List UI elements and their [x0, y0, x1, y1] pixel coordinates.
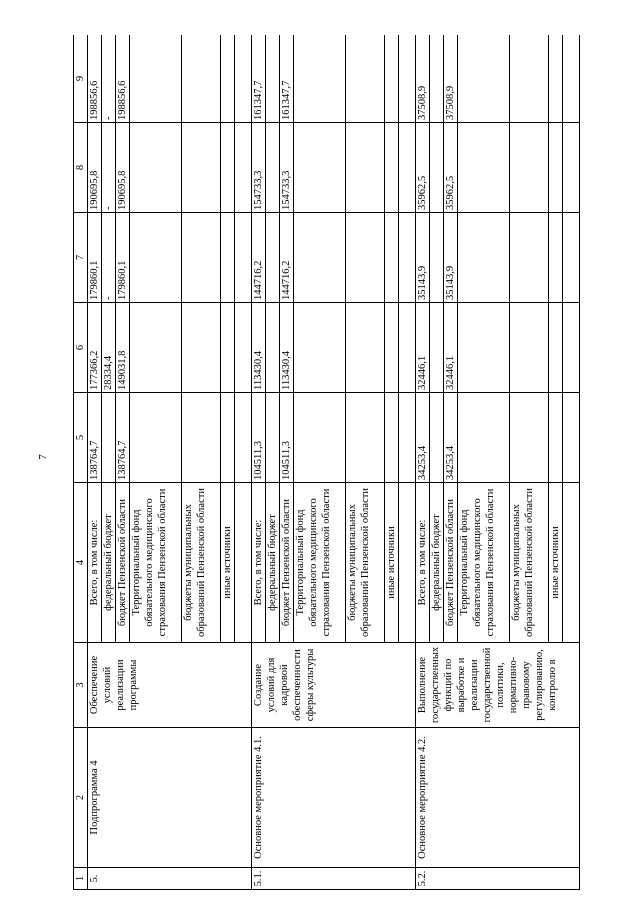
amount-cell: -: [102, 213, 116, 303]
funding-source-cell: иные источники: [221, 483, 235, 643]
amount-cell: 198856,6: [88, 35, 102, 123]
amount-cell: 149031,8: [116, 303, 130, 393]
amount-cell: [182, 303, 221, 393]
amount-cell: 32446,1: [416, 303, 430, 393]
funding-source-cell: бюджеты муниципальных образований Пензенской области: [346, 483, 385, 643]
funding-source-cell: Территориальный фонд обязательного медицинского страхования Пензенской области: [294, 483, 346, 643]
amount-cell: [549, 303, 563, 393]
table-row: [416, 35, 430, 890]
funding-source-cell: иные источники: [385, 483, 399, 643]
amount-cell: 190695,8: [88, 123, 102, 213]
header-cell: 1: [74, 868, 88, 890]
amount-cell: [130, 123, 182, 213]
amount-cell: [182, 35, 221, 123]
amount-cell: [549, 123, 563, 213]
amount-cell: [430, 303, 444, 393]
empty-cell: [235, 35, 252, 123]
amount-cell: [346, 393, 385, 483]
amount-cell: 179860,1: [116, 213, 130, 303]
empty-cell: [235, 483, 252, 643]
amount-cell: [182, 393, 221, 483]
amount-cell: [549, 393, 563, 483]
amount-cell: [510, 393, 549, 483]
amount-cell: [266, 393, 280, 483]
empty-cell: [563, 483, 580, 643]
empty-cell: [399, 123, 416, 213]
table-rotation-frame: [73, 35, 608, 890]
empty-cell: [563, 213, 580, 303]
empty-cell: [563, 123, 580, 213]
amount-cell: 138764,7: [88, 393, 102, 483]
amount-cell: [385, 303, 399, 393]
amount-cell: 104511,3: [252, 393, 266, 483]
empty-cell: [563, 303, 580, 393]
budget-table: [73, 35, 580, 890]
funding-source-cell: федеральный бюджет: [266, 483, 280, 643]
header-cell: 4: [74, 483, 88, 643]
amount-cell: [430, 393, 444, 483]
amount-cell: 144716,2: [280, 213, 294, 303]
header-cell: 8: [74, 123, 88, 213]
program-name-cell: Основное мероприятие 4.2.: [416, 728, 580, 868]
amount-cell: [510, 123, 549, 213]
row-number-cell: 5.1.: [252, 868, 416, 890]
funding-source-cell: бюджет Пензенской области: [444, 483, 458, 643]
funding-source-cell: бюджеты муниципальных образований Пензенской области: [182, 483, 221, 643]
empty-cell: [399, 483, 416, 643]
amount-cell: 177366,2: [88, 303, 102, 393]
amount-cell: [430, 213, 444, 303]
amount-cell: 198856,6: [116, 35, 130, 123]
amount-cell: [182, 213, 221, 303]
empty-cell: [399, 303, 416, 393]
funding-source-cell: бюджет Пензенской области: [116, 483, 130, 643]
amount-cell: [221, 213, 235, 303]
empty-cell: [235, 303, 252, 393]
funding-source-cell: бюджет Пензенской области: [280, 483, 294, 643]
amount-cell: -: [102, 123, 116, 213]
amount-cell: [458, 123, 510, 213]
amount-cell: [266, 35, 280, 123]
empty-cell: [399, 213, 416, 303]
amount-cell: 37508,9: [444, 35, 458, 123]
rotated-page-content: [73, 35, 608, 890]
header-cell: 5: [74, 393, 88, 483]
amount-cell: [510, 213, 549, 303]
header-row: [74, 35, 88, 890]
amount-cell: [130, 35, 182, 123]
amount-cell: [130, 213, 182, 303]
amount-cell: [346, 303, 385, 393]
amount-cell: [182, 123, 221, 213]
amount-cell: 35143,9: [416, 213, 430, 303]
amount-cell: 32446,1: [444, 303, 458, 393]
funding-source-cell: Территориальный фонд обязательного медицинского страхования Пензенской области: [130, 483, 182, 643]
amount-cell: [430, 35, 444, 123]
empty-cell: [235, 123, 252, 213]
amount-cell: [102, 393, 116, 483]
amount-cell: [221, 35, 235, 123]
funding-source-cell: Территориальный фонд обязательного медицинского страхования Пензенской области: [458, 483, 510, 643]
amount-cell: 35143,9: [444, 213, 458, 303]
amount-cell: [458, 393, 510, 483]
amount-cell: [385, 393, 399, 483]
funding-source-cell: бюджеты муниципальных образований Пензенской области: [510, 483, 549, 643]
header-cell: 9: [74, 35, 88, 123]
amount-cell: [221, 303, 235, 393]
amount-cell: [549, 213, 563, 303]
amount-cell: [458, 35, 510, 123]
amount-cell: [266, 123, 280, 213]
funding-source-cell: Всего, в том числе:: [88, 483, 102, 643]
amount-cell: 154733,3: [280, 123, 294, 213]
amount-cell: [221, 123, 235, 213]
amount-cell: 113430,4: [252, 303, 266, 393]
funding-source-cell: Всего, в том числе:: [252, 483, 266, 643]
amount-cell: [385, 123, 399, 213]
funding-source-cell: Всего, в том числе:: [416, 483, 430, 643]
amount-cell: [549, 35, 563, 123]
amount-cell: 35962,5: [416, 123, 430, 213]
row-number-cell: 5.: [88, 868, 252, 890]
empty-cell: [235, 393, 252, 483]
amount-cell: -: [102, 35, 116, 123]
empty-cell: [563, 393, 580, 483]
header-cell: 7: [74, 213, 88, 303]
amount-cell: [385, 35, 399, 123]
amount-cell: [294, 213, 346, 303]
program-name-cell: Подпрограмма 4: [88, 728, 252, 868]
amount-cell: 190695,8: [116, 123, 130, 213]
amount-cell: 34253,4: [416, 393, 430, 483]
amount-cell: 138764,7: [116, 393, 130, 483]
amount-cell: [346, 35, 385, 123]
amount-cell: [266, 213, 280, 303]
amount-cell: [458, 213, 510, 303]
header-cell: 2: [74, 728, 88, 868]
page-number: 7: [36, 454, 49, 460]
amount-cell: [430, 123, 444, 213]
row-number-cell: 5.2.: [416, 868, 580, 890]
header-cell: 3: [74, 643, 88, 728]
amount-cell: 154733,3: [252, 123, 266, 213]
amount-cell: [385, 213, 399, 303]
amount-cell: 35962,5: [444, 123, 458, 213]
header-cell: 6: [74, 303, 88, 393]
empty-cell: [399, 393, 416, 483]
amount-cell: 28334,4: [102, 303, 116, 393]
empty-cell: [563, 35, 580, 123]
amount-cell: 161347,7: [280, 35, 294, 123]
amount-cell: [294, 303, 346, 393]
table-row: [252, 35, 266, 890]
amount-cell: [221, 393, 235, 483]
funding-source-cell: федеральный бюджет: [430, 483, 444, 643]
amount-cell: 37508,9: [416, 35, 430, 123]
amount-cell: 34253,4: [444, 393, 458, 483]
amount-cell: [510, 35, 549, 123]
amount-cell: [130, 393, 182, 483]
amount-cell: [294, 123, 346, 213]
funding-source-cell: иные источники: [549, 483, 563, 643]
amount-cell: [458, 303, 510, 393]
amount-cell: [130, 303, 182, 393]
table-row: [88, 35, 102, 890]
program-goal-cell: Обеспечение условий реализации программы: [88, 643, 252, 728]
amount-cell: 144716,2: [252, 213, 266, 303]
amount-cell: [294, 393, 346, 483]
program-name-cell: Основное мероприятие 4.1.: [252, 728, 416, 868]
empty-cell: [399, 35, 416, 123]
empty-cell: [235, 213, 252, 303]
amount-cell: [346, 213, 385, 303]
amount-cell: 113430,4: [280, 303, 294, 393]
funding-source-cell: федеральный бюджет: [102, 483, 116, 643]
amount-cell: 161347,7: [252, 35, 266, 123]
program-goal-cell: Выполнение государственных функций по выработке и реализации государственной политики, нормативно-правовому регулированию, контролю в: [416, 643, 580, 728]
amount-cell: 104511,3: [280, 393, 294, 483]
program-goal-cell: Создание условий для кадровой обеспеченности сферы культуры: [252, 643, 416, 728]
amount-cell: [266, 303, 280, 393]
amount-cell: 179860,1: [88, 213, 102, 303]
amount-cell: [346, 123, 385, 213]
amount-cell: [294, 35, 346, 123]
amount-cell: [510, 303, 549, 393]
